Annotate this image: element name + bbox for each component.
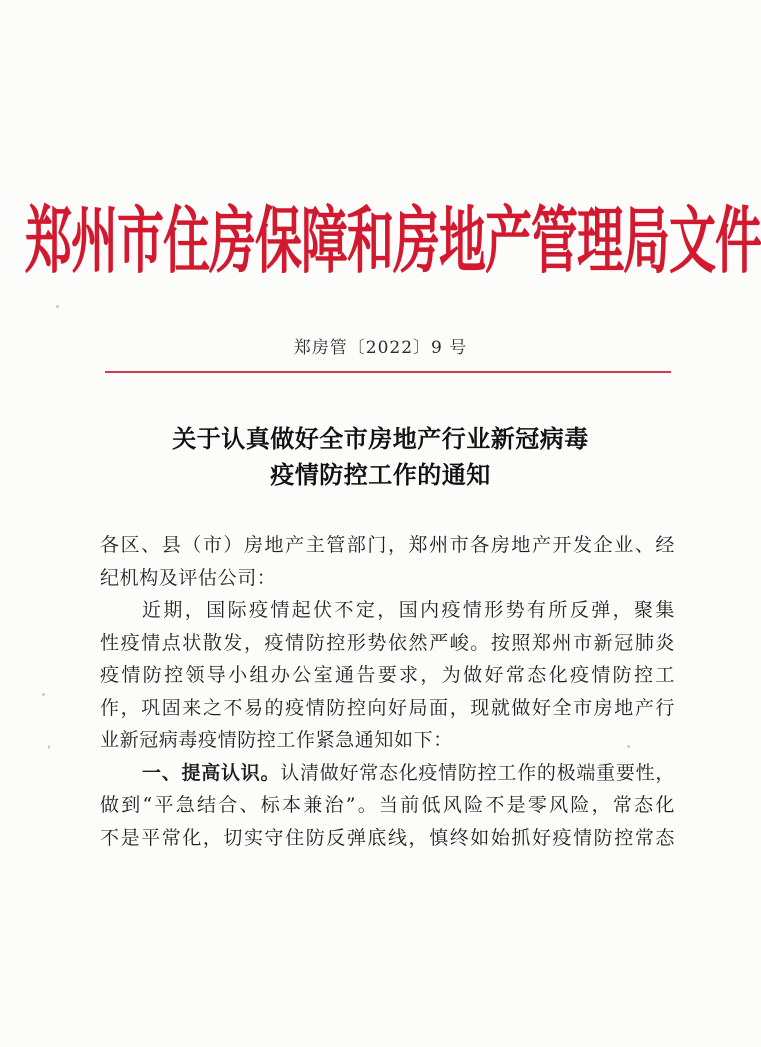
- body-line: 做到“平急结合、标本兼治”。当前低风险不是零风险，常态化: [100, 794, 675, 816]
- scan-speck: [56, 305, 59, 308]
- body-line: 性疫情点状散发，疫情防控形势依然严峻。按照郑州市新冠肺炎: [100, 631, 675, 654]
- section-1-text: 认清做好常态化疫情防控工作的极端重要性，: [280, 761, 675, 784]
- section-1-line: [100, 757, 675, 790]
- body-line: 纪机构及评估公司：: [100, 566, 277, 589]
- notice-title: [0, 421, 761, 493]
- scan-speck: [42, 693, 45, 696]
- body-line: 业新冠病毒疫情防控工作紧急通知如下：: [100, 729, 453, 751]
- section-1-heading: 一、提高认识。: [142, 761, 281, 784]
- document-number: 郑房管〔2022〕9 号: [293, 338, 468, 358]
- body-line: 近期，国际疫情起伏不定，国内疫情形势有所反弹，聚集: [142, 599, 675, 621]
- red-divider-rule: [105, 371, 671, 373]
- body-line: 作，巩固来之不易的疫情防控向好局面，现就做好全市房地产行: [100, 696, 675, 719]
- notice-title-line-2: 疫情防控工作的通知: [270, 460, 491, 489]
- scan-speck: [627, 745, 630, 748]
- body-line: 不是平常化，切实守住防反弹底线，慎终如始抓好疫情防控常态: [100, 826, 675, 849]
- notice-title-line-1: 关于认真做好全市房地产行业新冠病毒: [172, 424, 589, 453]
- body-line: 疫情防控领导小组办公室通告要求，为做好常态化疫情防控工: [100, 664, 675, 686]
- body-line: 各区、县（市）房地产主管部门，郑州市各房地产开发企业、经: [100, 534, 675, 556]
- org-header-title: 郑州市住房保障和房地产管理局文件: [25, 198, 761, 284]
- scan-speck: [48, 745, 50, 749]
- notice-body: [100, 529, 675, 854]
